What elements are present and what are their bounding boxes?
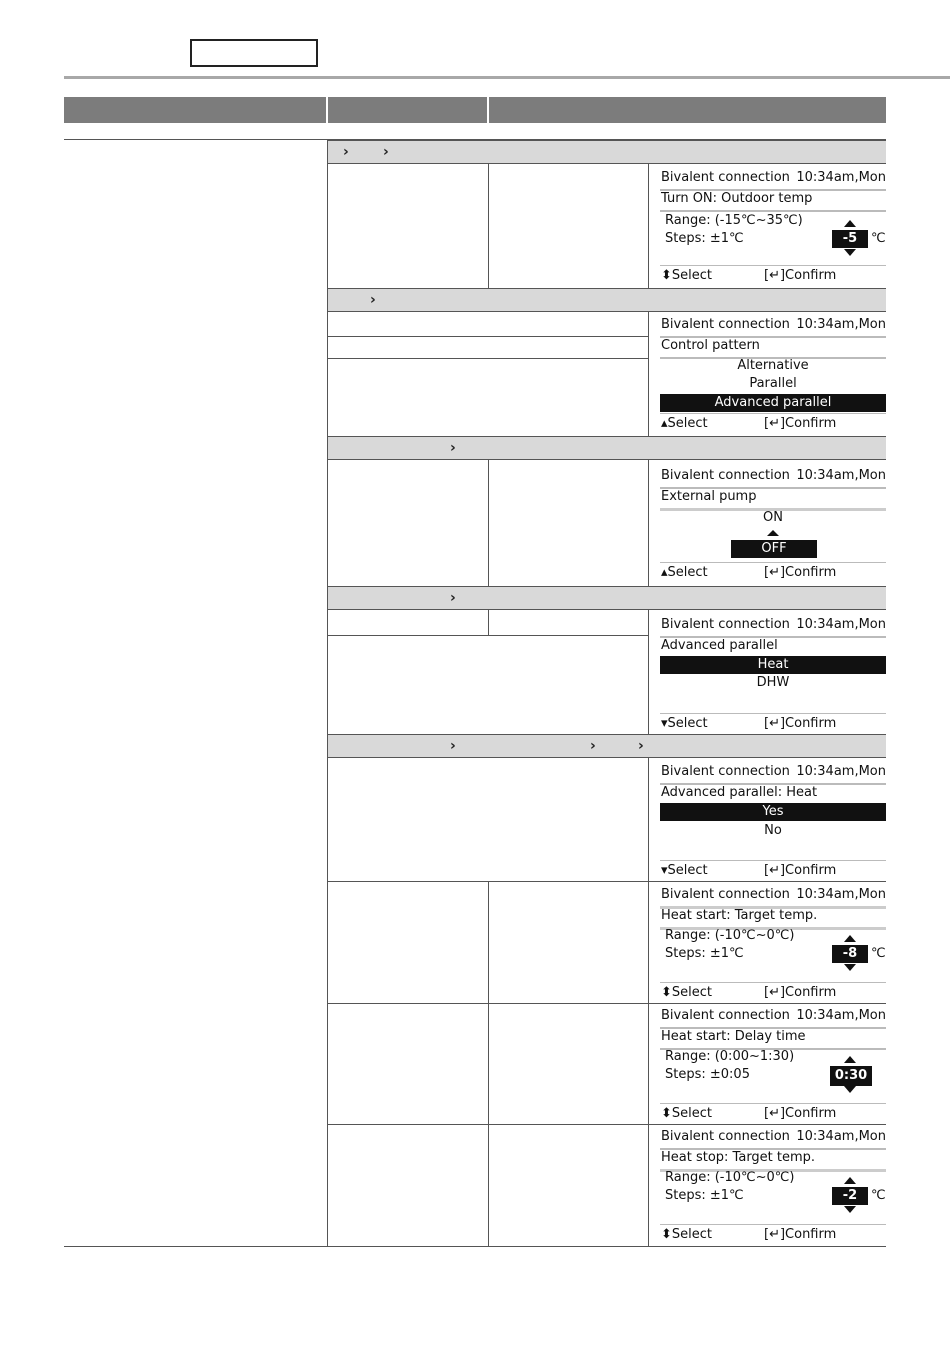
confirm-hint: [↵]Confirm — [764, 716, 837, 731]
screen-title: Bivalent connection — [661, 468, 790, 483]
row-divider — [328, 635, 648, 636]
range-text: Range: (-15℃~35℃) — [665, 213, 803, 228]
screen-subtitle: Advanced parallel: Heat — [661, 785, 818, 800]
cell-divider — [488, 610, 489, 635]
value-display[interactable]: 0:30 — [830, 1066, 872, 1086]
option-item-selected[interactable]: Heat — [660, 656, 886, 674]
screen-panel-outdoor-temp — [660, 169, 886, 285]
screen-subtitle: Control pattern — [661, 338, 760, 353]
row-divider — [328, 336, 648, 337]
select-hint: ⬍Select — [661, 985, 712, 1000]
option-item[interactable]: ON — [763, 510, 783, 525]
cell-divider — [648, 881, 649, 1246]
screen-panel-external-pump — [660, 467, 886, 583]
screen-panel-advanced-parallel-heat — [660, 763, 886, 879]
range-text: Range: (-10℃~0℃) — [665, 1170, 795, 1185]
screen-subtitle: External pump — [661, 489, 757, 504]
cell-divider — [648, 610, 649, 734]
option-item-selected[interactable]: OFF — [731, 540, 817, 558]
chevron-right-icon: › — [590, 738, 596, 754]
column-header-3 — [489, 97, 886, 123]
screen-title: Bivalent connection — [661, 317, 790, 332]
cell-divider — [648, 312, 649, 436]
value-display[interactable]: -2 — [832, 1187, 868, 1205]
up-arrow-icon[interactable] — [844, 220, 856, 227]
screen-subtitle: Advanced parallel — [661, 638, 778, 653]
screen-subtitle: Heat start: Target temp. — [661, 908, 818, 923]
screen-panel-control-pattern — [660, 316, 886, 434]
section-bar-5 — [328, 734, 886, 758]
select-hint: ▾Select — [661, 716, 708, 731]
range-text: Range: (-10℃~0℃) — [665, 928, 795, 943]
screen-panel-advanced-parallel — [660, 616, 886, 732]
screen-panel-heat-start-temp — [660, 886, 886, 1002]
steps-text: Steps: ±1℃ — [665, 946, 744, 961]
chevron-right-icon: › — [450, 440, 456, 456]
section-bar-4 — [328, 586, 886, 610]
row-divider — [328, 1124, 886, 1125]
screen-title: Bivalent connection — [661, 1129, 790, 1144]
unit-label: ℃ — [871, 946, 886, 961]
table-bottom-rule — [64, 1246, 886, 1247]
screen-subtitle: Turn ON: Outdoor temp — [661, 191, 813, 206]
chevron-right-icon: › — [450, 590, 456, 606]
cell-divider — [648, 164, 649, 288]
section-bar-1 — [328, 140, 886, 164]
screen-panel-heat-start-delay — [660, 1007, 886, 1123]
steps-text: Steps: ±1℃ — [665, 1188, 744, 1203]
screen-time: 10:34am,Mon — [796, 617, 886, 632]
select-hint: ⬍Select — [661, 268, 712, 283]
chevron-right-icon: › — [343, 144, 349, 160]
confirm-hint: [↵]Confirm — [764, 1106, 837, 1121]
range-text: Range: (0:00~1:30) — [665, 1049, 795, 1064]
unit-label: ℃ — [871, 1188, 886, 1203]
chevron-right-icon: › — [638, 738, 644, 754]
screen-title: Bivalent connection — [661, 887, 790, 902]
confirm-hint: [↵]Confirm — [764, 416, 837, 431]
unit-label: ℃ — [871, 231, 886, 246]
option-item-selected[interactable]: Yes — [660, 803, 886, 821]
screen-title: Bivalent connection — [661, 170, 790, 185]
down-arrow-icon[interactable] — [844, 964, 856, 971]
up-arrow-icon[interactable] — [844, 935, 856, 942]
screen-time: 10:34am,Mon — [796, 1129, 886, 1144]
chevron-right-icon: › — [370, 292, 376, 308]
select-hint: ▴Select — [661, 565, 708, 580]
screen-panel-heat-stop-temp — [660, 1128, 886, 1244]
top-rule — [64, 76, 950, 79]
option-item[interactable]: Parallel — [749, 376, 797, 391]
confirm-hint: [↵]Confirm — [764, 863, 837, 878]
cell-divider — [648, 460, 649, 586]
screen-subtitle: Heat start: Delay time — [661, 1029, 806, 1044]
screen-subtitle: Heat stop: Target temp. — [661, 1150, 816, 1165]
cell-divider — [488, 881, 489, 1246]
up-arrow-icon[interactable] — [844, 1177, 856, 1184]
up-arrow-icon[interactable] — [844, 1056, 856, 1063]
value-display[interactable]: -8 — [832, 945, 868, 963]
confirm-hint: [↵]Confirm — [764, 985, 837, 1000]
row-divider — [328, 881, 886, 882]
cell-divider — [488, 460, 489, 586]
option-item[interactable]: Alternative — [737, 358, 809, 373]
chevron-right-icon: › — [450, 738, 456, 754]
screen-title: Bivalent connection — [661, 1008, 790, 1023]
steps-text: Steps: ±0:05 — [665, 1067, 750, 1082]
screen-time: 10:34am,Mon — [796, 468, 886, 483]
confirm-hint: [↵]Confirm — [764, 268, 837, 283]
option-item[interactable]: DHW — [756, 675, 790, 690]
column-header-1 — [64, 97, 326, 123]
screen-time: 10:34am,Mon — [796, 887, 886, 902]
screen-time: 10:34am,Mon — [796, 317, 886, 332]
select-hint: ▴Select — [661, 416, 708, 431]
cell-divider — [488, 164, 489, 288]
row-divider — [328, 1003, 886, 1004]
screen-time: 10:34am,Mon — [796, 764, 886, 779]
column-header-2 — [328, 97, 487, 123]
select-hint: ▾Select — [661, 863, 708, 878]
down-arrow-icon[interactable] — [844, 1086, 856, 1093]
up-arrow-icon[interactable] — [767, 530, 779, 536]
section-bar-3 — [328, 436, 886, 460]
cell-divider — [648, 758, 649, 881]
select-hint: ⬍Select — [661, 1227, 712, 1242]
option-item[interactable]: No — [764, 823, 782, 838]
value-display[interactable]: -5 — [832, 230, 868, 248]
section-bar-2 — [328, 288, 886, 312]
screen-title: Bivalent connection — [661, 617, 790, 632]
section-label-box — [190, 39, 318, 67]
option-item-selected[interactable]: Advanced parallel — [660, 394, 886, 412]
select-hint: ⬍Select — [661, 1106, 712, 1121]
row-divider — [328, 358, 648, 359]
screen-time: 10:34am,Mon — [796, 170, 886, 185]
confirm-hint: [↵]Confirm — [764, 1227, 837, 1242]
confirm-hint: [↵]Confirm — [764, 565, 837, 580]
screen-title: Bivalent connection — [661, 764, 790, 779]
steps-text: Steps: ±1℃ — [665, 231, 744, 246]
down-arrow-icon[interactable] — [844, 1206, 856, 1213]
down-arrow-icon[interactable] — [844, 249, 856, 256]
screen-time: 10:34am,Mon — [796, 1008, 886, 1023]
chevron-right-icon: › — [383, 144, 389, 160]
